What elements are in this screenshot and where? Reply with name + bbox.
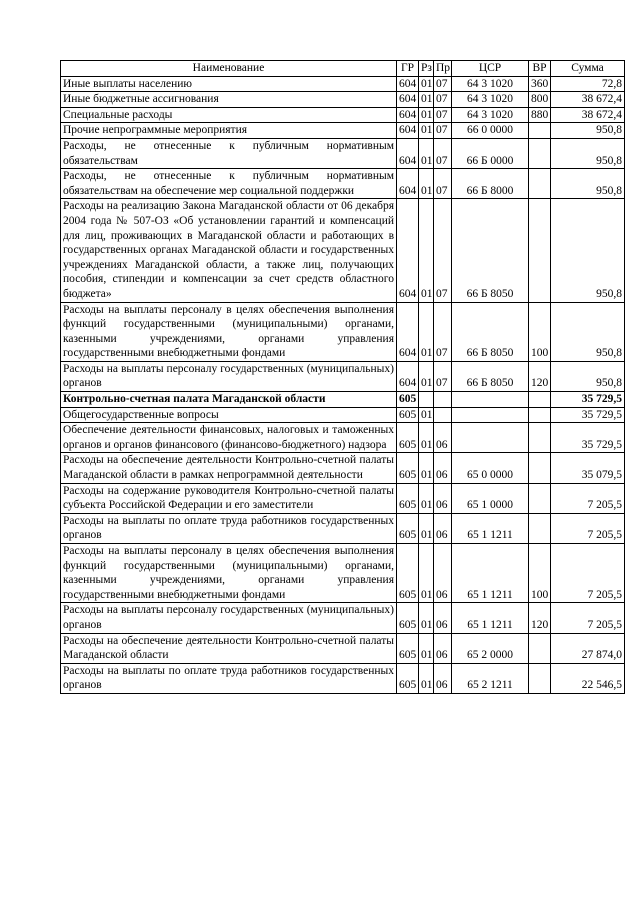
table-row bbox=[61, 76, 625, 92]
row-csr: 64 3 1020 bbox=[452, 107, 529, 123]
row-rz: 01 bbox=[419, 123, 434, 139]
row-pr: 07 bbox=[434, 107, 452, 123]
row-gr: 605 bbox=[397, 603, 419, 633]
row-csr: 65 1 1211 bbox=[452, 544, 529, 603]
row-name: Общегосударственные вопросы bbox=[61, 407, 397, 423]
row-pr: 07 bbox=[434, 199, 452, 302]
row-sum: 950,8 bbox=[551, 199, 625, 302]
table-row bbox=[61, 169, 625, 199]
row-vr bbox=[529, 423, 551, 453]
row-rz: 01 bbox=[419, 483, 434, 513]
row-gr: 605 bbox=[397, 392, 419, 408]
row-pr: 07 bbox=[434, 302, 452, 361]
row-name: Расходы на выплаты персоналу государственных (муниципальных) органов bbox=[61, 361, 397, 391]
row-sum: 950,8 bbox=[551, 302, 625, 361]
row-vr: 100 bbox=[529, 544, 551, 603]
table-row bbox=[61, 453, 625, 483]
row-gr: 605 bbox=[397, 633, 419, 663]
row-rz: 01 bbox=[419, 407, 434, 423]
row-csr: 66 Б 8000 bbox=[452, 169, 529, 199]
row-name: Специальные расходы bbox=[61, 107, 397, 123]
row-rz: 01 bbox=[419, 633, 434, 663]
row-pr: 06 bbox=[434, 544, 452, 603]
table-row bbox=[61, 407, 625, 423]
row-rz: 01 bbox=[419, 199, 434, 302]
row-name: Обеспечение деятельности финансовых, налоговых и таможенных органов и органов финансового (финансово-бюджетного) надзора bbox=[61, 423, 397, 453]
row-name: Расходы, не отнесенные к публичным нормативным обязательствам bbox=[61, 138, 397, 168]
row-gr: 604 bbox=[397, 92, 419, 108]
row-rz bbox=[419, 392, 434, 408]
row-vr bbox=[529, 199, 551, 302]
table-row bbox=[61, 199, 625, 302]
row-rz: 01 bbox=[419, 169, 434, 199]
row-rz: 01 bbox=[419, 513, 434, 543]
row-csr bbox=[452, 407, 529, 423]
row-sum: 35 729,5 bbox=[551, 392, 625, 408]
row-pr: 06 bbox=[434, 513, 452, 543]
row-csr: 65 2 1211 bbox=[452, 663, 529, 693]
row-pr: 06 bbox=[434, 603, 452, 633]
row-csr: 65 1 1211 bbox=[452, 603, 529, 633]
row-name: Расходы на обеспечение деятельности Контрольно-счетной палаты Магаданской области в рамках непрограммной деятельности bbox=[61, 453, 397, 483]
row-sum: 72,8 bbox=[551, 76, 625, 92]
row-csr: 64 3 1020 bbox=[452, 76, 529, 92]
row-vr bbox=[529, 483, 551, 513]
header-vr: ВР bbox=[529, 61, 551, 77]
header-row bbox=[61, 61, 625, 77]
row-name: Расходы, не отнесенные к публичным нормативным обязательствам на обеспечение мер социальной поддержки bbox=[61, 169, 397, 199]
row-sum: 27 874,0 bbox=[551, 633, 625, 663]
row-vr bbox=[529, 123, 551, 139]
row-rz: 01 bbox=[419, 663, 434, 693]
table-row bbox=[61, 483, 625, 513]
header-csr: ЦСР bbox=[452, 61, 529, 77]
row-rz: 01 bbox=[419, 603, 434, 633]
row-csr bbox=[452, 392, 529, 408]
row-name: Прочие непрограммные мероприятия bbox=[61, 123, 397, 139]
row-pr: 06 bbox=[434, 483, 452, 513]
row-rz: 01 bbox=[419, 107, 434, 123]
row-rz: 01 bbox=[419, 76, 434, 92]
table-row bbox=[61, 633, 625, 663]
row-csr: 65 1 0000 bbox=[452, 483, 529, 513]
row-vr bbox=[529, 513, 551, 543]
row-rz: 01 bbox=[419, 138, 434, 168]
row-gr: 604 bbox=[397, 199, 419, 302]
row-vr: 120 bbox=[529, 361, 551, 391]
table-row bbox=[61, 423, 625, 453]
row-gr: 604 bbox=[397, 123, 419, 139]
row-name: Расходы на выплаты по оплате труда работников государственных органов bbox=[61, 663, 397, 693]
row-sum: 7 205,5 bbox=[551, 483, 625, 513]
row-sum: 35 729,5 bbox=[551, 423, 625, 453]
row-pr bbox=[434, 392, 452, 408]
row-sum: 7 205,5 bbox=[551, 544, 625, 603]
row-pr: 07 bbox=[434, 76, 452, 92]
row-name: Расходы на выплаты персоналу в целях обеспечения выполнения функций государственными (муниципальными) органами, казенными учреждениями, органами управления государственными внебюджетными фондами bbox=[61, 544, 397, 603]
row-csr: 65 0 0000 bbox=[452, 453, 529, 483]
row-vr: 800 bbox=[529, 92, 551, 108]
row-vr: 360 bbox=[529, 76, 551, 92]
row-name: Иные выплаты населению bbox=[61, 76, 397, 92]
table-row bbox=[61, 392, 625, 408]
row-gr: 604 bbox=[397, 138, 419, 168]
row-gr: 604 bbox=[397, 302, 419, 361]
row-pr: 07 bbox=[434, 123, 452, 139]
row-name: Расходы на реализацию Закона Магаданской области от 06 декабря 2004 года № 507-ОЗ «Об установлении гарантий и компенсаций для лиц, проживающих в Магаданской области и работающих в государственных органах Магаданской области и государственных учреждениях Магаданской области, а также лиц, получающих пособия, стипендии и компенсации за счет средств областного бюджета» bbox=[61, 199, 397, 302]
row-vr bbox=[529, 392, 551, 408]
table-row bbox=[61, 544, 625, 603]
row-sum: 7 205,5 bbox=[551, 513, 625, 543]
row-pr: 06 bbox=[434, 423, 452, 453]
row-gr: 605 bbox=[397, 407, 419, 423]
row-vr: 120 bbox=[529, 603, 551, 633]
row-pr bbox=[434, 407, 452, 423]
row-vr bbox=[529, 407, 551, 423]
table-row bbox=[61, 513, 625, 543]
row-vr bbox=[529, 663, 551, 693]
row-vr: 880 bbox=[529, 107, 551, 123]
table-row bbox=[61, 302, 625, 361]
row-csr: 66 Б 8050 bbox=[452, 199, 529, 302]
row-name: Расходы на выплаты персоналу государственных (муниципальных) органов bbox=[61, 603, 397, 633]
row-csr: 64 3 1020 bbox=[452, 92, 529, 108]
header-name: Наименование bbox=[61, 61, 397, 77]
header-rz: Рз bbox=[419, 61, 434, 77]
row-gr: 605 bbox=[397, 423, 419, 453]
row-pr: 06 bbox=[434, 453, 452, 483]
row-sum: 950,8 bbox=[551, 361, 625, 391]
row-pr: 06 bbox=[434, 663, 452, 693]
row-pr: 07 bbox=[434, 138, 452, 168]
row-gr: 605 bbox=[397, 513, 419, 543]
table-row bbox=[61, 107, 625, 123]
budget-table bbox=[60, 60, 625, 694]
table-row bbox=[61, 361, 625, 391]
row-rz: 01 bbox=[419, 423, 434, 453]
row-gr: 605 bbox=[397, 453, 419, 483]
row-gr: 605 bbox=[397, 544, 419, 603]
row-sum: 950,8 bbox=[551, 123, 625, 139]
row-gr: 604 bbox=[397, 76, 419, 92]
row-sum: 38 672,4 bbox=[551, 107, 625, 123]
row-sum: 35 729,5 bbox=[551, 407, 625, 423]
row-vr: 100 bbox=[529, 302, 551, 361]
header-sum: Сумма bbox=[551, 61, 625, 77]
header-gr: ГР bbox=[397, 61, 419, 77]
row-gr: 604 bbox=[397, 361, 419, 391]
row-csr bbox=[452, 423, 529, 453]
row-vr bbox=[529, 453, 551, 483]
table-row bbox=[61, 138, 625, 168]
header-pr: Пр bbox=[434, 61, 452, 77]
row-rz: 01 bbox=[419, 92, 434, 108]
row-gr: 605 bbox=[397, 483, 419, 513]
row-csr: 65 1 1211 bbox=[452, 513, 529, 543]
row-name: Иные бюджетные ассигнования bbox=[61, 92, 397, 108]
row-rz: 01 bbox=[419, 302, 434, 361]
row-sum: 38 672,4 bbox=[551, 92, 625, 108]
table-row bbox=[61, 92, 625, 108]
row-vr bbox=[529, 169, 551, 199]
row-gr: 604 bbox=[397, 107, 419, 123]
row-pr: 07 bbox=[434, 169, 452, 199]
row-name: Расходы на содержание руководителя Контрольно-счетной палаты субъекта Российской Федерации и его заместители bbox=[61, 483, 397, 513]
row-sum: 22 546,5 bbox=[551, 663, 625, 693]
row-rz: 01 bbox=[419, 361, 434, 391]
row-name: Расходы на выплаты по оплате труда работников государственных органов bbox=[61, 513, 397, 543]
row-pr: 06 bbox=[434, 633, 452, 663]
row-name: Контрольно-счетная палата Магаданской области bbox=[61, 392, 397, 408]
row-gr: 605 bbox=[397, 663, 419, 693]
row-sum: 950,8 bbox=[551, 138, 625, 168]
row-csr: 65 2 0000 bbox=[452, 633, 529, 663]
row-csr: 66 Б 8050 bbox=[452, 302, 529, 361]
row-pr: 07 bbox=[434, 361, 452, 391]
row-sum: 35 079,5 bbox=[551, 453, 625, 483]
table-row bbox=[61, 123, 625, 139]
row-vr bbox=[529, 633, 551, 663]
row-name: Расходы на обеспечение деятельности Контрольно-счетной палаты Магаданской области bbox=[61, 633, 397, 663]
row-csr: 66 Б 0000 bbox=[452, 138, 529, 168]
table-row bbox=[61, 663, 625, 693]
row-rz: 01 bbox=[419, 544, 434, 603]
row-sum: 7 205,5 bbox=[551, 603, 625, 633]
row-vr bbox=[529, 138, 551, 168]
row-rz: 01 bbox=[419, 453, 434, 483]
row-csr: 66 Б 8050 bbox=[452, 361, 529, 391]
row-name: Расходы на выплаты персоналу в целях обеспечения выполнения функций государственными (муниципальными) органами, казенными учреждениями, органами управления государственными внебюджетными фондами bbox=[61, 302, 397, 361]
row-sum: 950,8 bbox=[551, 169, 625, 199]
row-pr: 07 bbox=[434, 92, 452, 108]
row-gr: 604 bbox=[397, 169, 419, 199]
table-row bbox=[61, 603, 625, 633]
row-csr: 66 0 0000 bbox=[452, 123, 529, 139]
